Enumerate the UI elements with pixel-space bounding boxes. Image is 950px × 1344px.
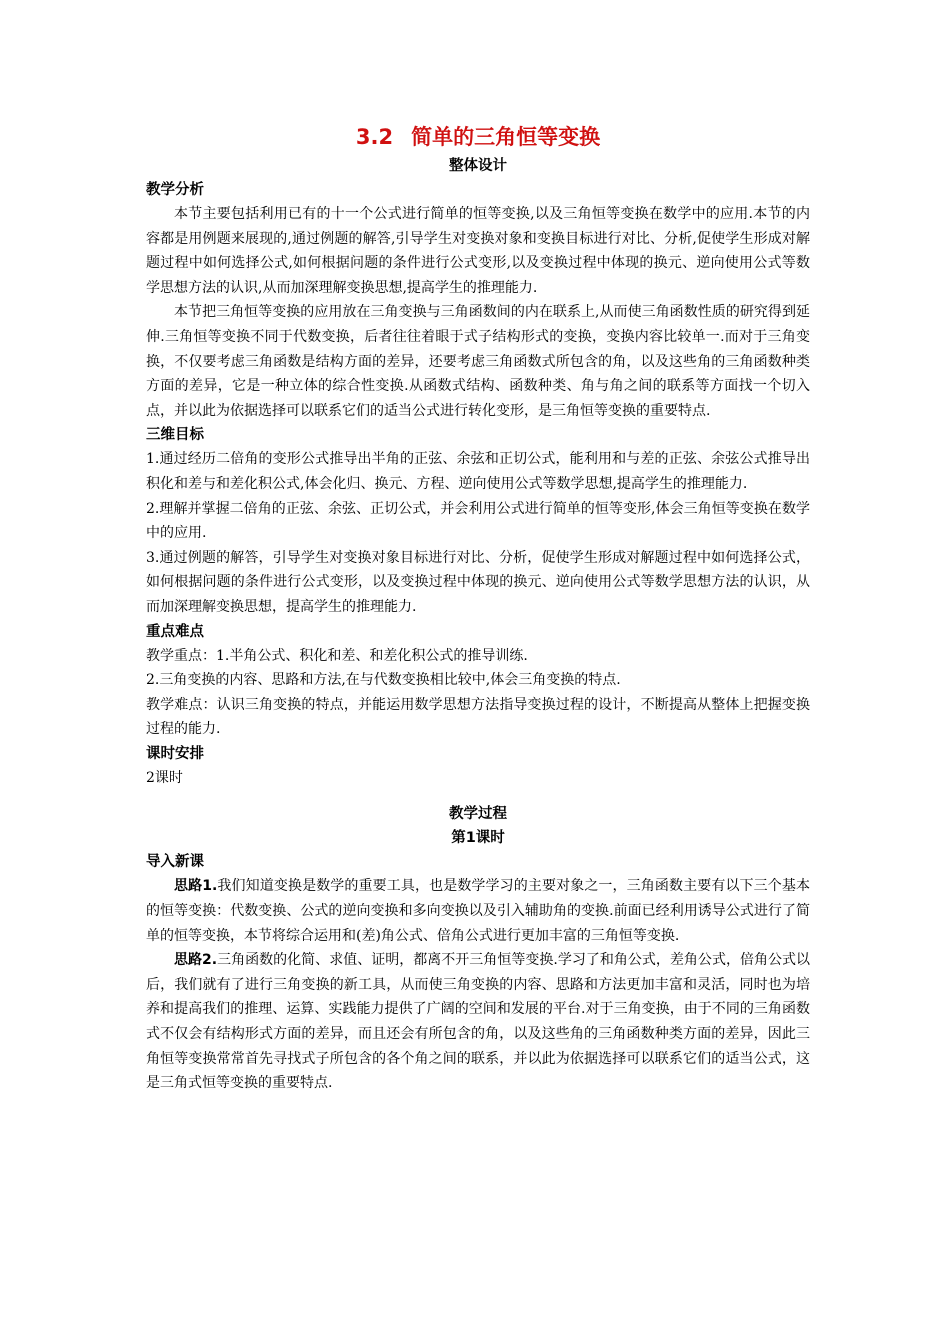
teaching-analysis-paragraph-1: 本节主要包括利用已有的十一个公式进行简单的恒等变换,以及三角恒等变换在数学中的应用.本节的内容都是用例题来展现的,通过例题的解答,引导学生对变换对象和变换目标进行对比、分析,促使学生形成对解题过程中如何选择公式,如何根据问题的条件进行公式变形,以及变换过程中体现的换元、逆向使用公式等数学思想方法的认识,从而加深理解变换思想,提高学生的推理能力. bbox=[146, 206, 810, 296]
goal-item-2: 2.理解并掌握二倍角的正弦、余弦、正切公式，并会利用公式进行简单的恒等变形,体会三角恒等变换在数学中的应用. bbox=[146, 500, 810, 542]
schedule-text: 2课时 bbox=[146, 769, 183, 786]
document-page bbox=[146, 120, 810, 1096]
intro-heading: 导入新课 bbox=[146, 854, 204, 871]
schedule-heading: 课时安排 bbox=[146, 745, 204, 762]
page-title bbox=[146, 120, 810, 154]
section-title: 简单的三角恒等变换 bbox=[411, 125, 601, 149]
section-number: 3.2 bbox=[355, 125, 394, 149]
goals-heading: 三维目标 bbox=[146, 427, 204, 444]
key-points-heading: 重点难点 bbox=[146, 623, 204, 640]
process-heading: 教学过程 bbox=[449, 806, 507, 823]
lesson-heading: 第1课时 bbox=[451, 830, 505, 847]
teaching-analysis-paragraph-2: 本节把三角恒等变换的应用放在三角变换与三角函数间的内在联系上,从而使三角函数性质的研究得到延伸.三角恒等变换不同于代数变换，后者往往着眼于式子结构形式的变换，变换内容比较单一.而对于三角变换，不仅要考虑三角函数是结构方面的差异，还要考虑三角函数式所包含的角，以及这些角的三角函数种类方面的差异，它是一种立体的综合性变换.从函数式结构、函数种类、角与角之间的联系等方面找一个切入点，并以此为依据选择可以联系它们的适当公式进行转化变形，是三角恒等变换的重要特点. bbox=[146, 304, 810, 419]
key-point-3: 教学难点：认识三角变换的特点，并能运用数学思想方法指导变换过程的设计，不断提高从整体上把握变换过程的能力. bbox=[146, 696, 810, 738]
idea-2-text: 三角函数的化简、求值、证明，都离不开三角恒等变换.学习了和角公式，差角公式，倍角公式以后，我们就有了进行三角变换的新工具，从而使三角变换的内容、思路和方法更加丰富和灵活，同时也为培养和提高我们的推理、运算、实践能力提供了广阔的空间和发展的平台.对于三角变换，由于不同的三角函数式不仅会有结构形式方面的差异，而且还会有所包含的角，以及这些角的三角函数种类方面的差异，因此三角恒等变换常常首先寻找式子所包含的各个角之间的联系，并以此为依据选择可以联系它们的适当公式，这是三角式恒等变换的重要特点. bbox=[146, 952, 811, 1092]
teaching-analysis-heading: 教学分析 bbox=[146, 182, 204, 198]
idea-1-paragraph bbox=[146, 874, 810, 948]
key-point-1: 教学重点：1.半角公式、积化和差、和差化积公式的推导训练. bbox=[146, 647, 528, 664]
idea-2-paragraph bbox=[146, 948, 810, 1096]
section-spacer bbox=[146, 790, 810, 802]
overall-design-heading: 整体设计 bbox=[449, 158, 507, 174]
goal-item-3: 3.通过例题的解答，引导学生对变换对象目标进行对比、分析，促使学生形成对解题过程中如何选择公式，如何根据问题的条件进行公式变形，以及变换过程中体现的换元、逆向使用公式等数学思想方法的认识，从而加深理解变换思想，提高学生的推理能力. bbox=[146, 549, 810, 615]
key-point-2: 2.三角变换的内容、思路和方法,在与代数变换相比较中,体会三角变换的特点. bbox=[146, 672, 621, 689]
idea-1-label: 思路1. bbox=[174, 878, 218, 895]
idea-2-label: 思路2. bbox=[174, 952, 218, 969]
goal-item-1: 1.通过经历二倍角的变形公式推导出半角的正弦、余弦和正切公式，能利用和与差的正弦、余弦公式推导出积化和差与和差化积公式,体会化归、换元、方程、逆向使用公式等数学思想,提高学生的推理能力. bbox=[146, 451, 810, 492]
idea-1-text: 我们知道变换是数学的重要工具，也是数学学习的主要对象之一，三角函数主要有以下三个基本的恒等变换：代数变换、公式的逆向变换和多向变换以及引入辅助角的变换.前面已经利用诱导公式进行了简单的恒等变换，本节将综合运用和(差)角公式、倍角公式进行更加丰富的三角恒等变换. bbox=[146, 878, 811, 944]
